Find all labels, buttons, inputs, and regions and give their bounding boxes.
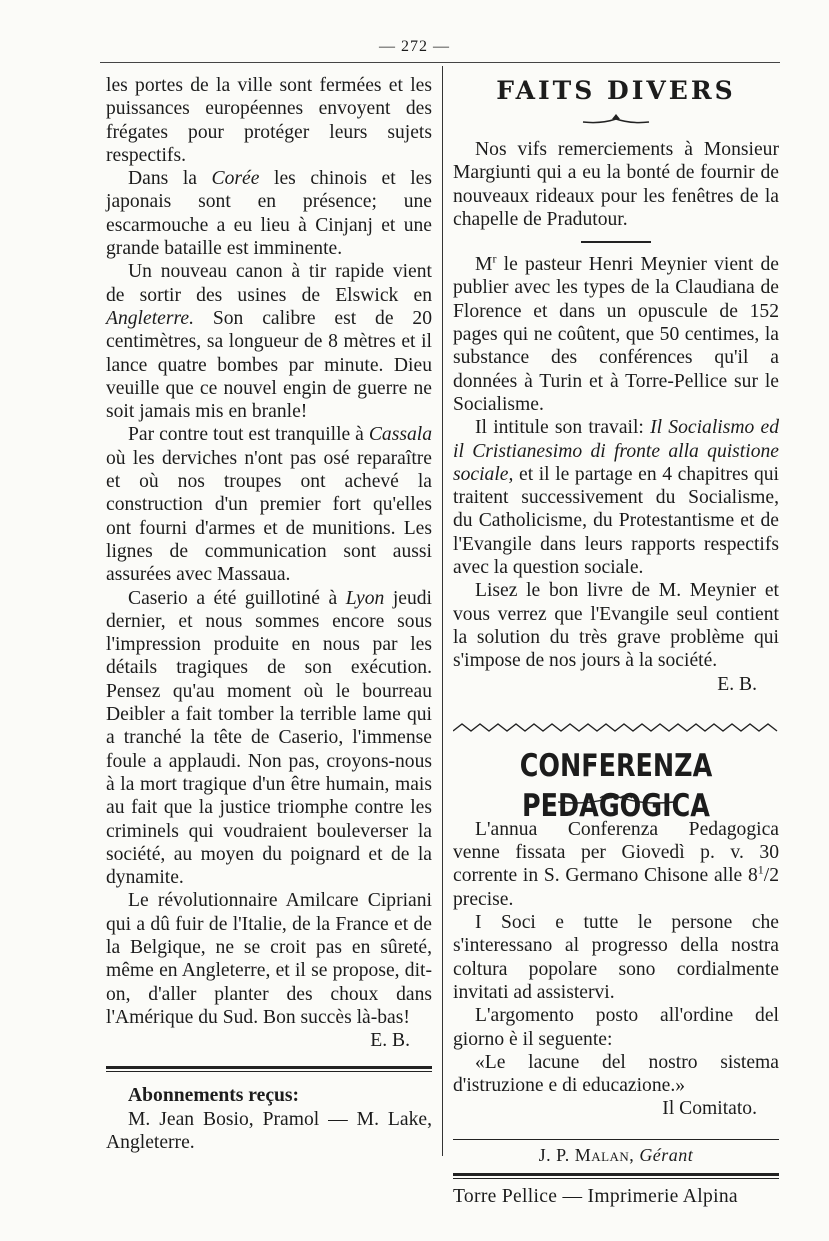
paragraph: Caserio a été guillotiné à Lyon jeudi dernier, et nous sommes encore sous l'impression produite en nous par les détails tragiques de son exécution. Pensez qu'au moment où le bourreau Deibler a fait tomber la terrible lame qui a tranché la tête de Caserio, l'immense foule a applaudi. Non pas, croyons-nous à la mort tragique d'un être humain, mais au fait que la justice triomphe contre les criminels qui voudraient bouleverser la société, au moyen du poignard et de la dynamite. xyxy=(106,587,432,889)
paragraph: Dans la Corée les chinois et les japonais sont en présence; une escarmouche a eu lieu à Cinjanj et une grande bataille est imminente. xyxy=(106,168,432,260)
signature: E. B. xyxy=(370,1030,410,1052)
right-column xyxy=(453,74,779,1208)
left-column xyxy=(106,74,432,1154)
page-number: — 272 — xyxy=(379,38,450,55)
paragraph: I Soci e tutte le persone che s'interessano al progresso della nostra coltura popolare sono cordialmente invitati ad assistervi. xyxy=(453,912,779,1003)
short-divider xyxy=(581,241,651,243)
signature: Il Comitato. xyxy=(662,1098,757,1120)
paragraph: Il intitule son travail: Il Socialismo ed il Cristianesimo di fronte alla quistione sociale, et il le partage en 4 chapitres qui traitent successivement du Socialisme, du Catholicisme, du Protestantisme et de l'Evangile dans leurs rapports respectifs avec la question sociale. xyxy=(453,417,779,579)
subscriptions-heading: Abonnements reçus: xyxy=(128,1085,300,1107)
paragraph: les portes de la ville sont fermées et les puissances européennes envoyent des frégates pour protéger leurs sujets respectifs. xyxy=(106,75,432,166)
paragraph: Nos vifs remerciements à Monsieur Margiunti qui a eu la bonté de fournir de nouveaux rideaux pour les fenêtres de la chapelle de Pradutour. xyxy=(453,139,779,230)
credit-rule xyxy=(453,1139,779,1140)
credit-rule xyxy=(453,1173,779,1179)
signature: E. B. xyxy=(717,673,757,695)
header-rule xyxy=(100,62,780,63)
column-divider xyxy=(442,66,443,1156)
conferenza-title: CONFERENZA PEDAGOGICA xyxy=(519,747,713,824)
paragraph: L'argomento posto all'ordine del giorno è il seguente: xyxy=(453,1005,779,1050)
publisher-credit: J. P. Malan, Gérant xyxy=(538,1144,694,1165)
faits-divers-title: FAITS DIVERS xyxy=(496,76,736,105)
paragraph: Lisez le bon livre de M. Meynier et vous verrez que l'Evangile seul contient la solution du très grave problème qui s'impose de nos jours à la société. xyxy=(453,580,779,672)
paragraph: $M^r$ le pasteur Henri Meynier vient de publier avec les types de la Claudiana de Florence et dans un opuscule de 152 pages qui ne coûtent, que 50 centimes, la substance des conférences qu'il a données à Turin et à Torre-Pellice sur le Socialisme. xyxy=(453,251,779,415)
paragraph: «Le lacune del nostro sistema d'istruzione e di educazione.» xyxy=(453,1051,779,1097)
paragraph: Un nouveau canon à tir rapide vient de sortir des usines de Elswick en Angleterre. Son calibre est de 20 centimètres, sa longueur de 8 mètres et il lance quatre bombes par minute. Dieu veuille que ce nouvel engin de guerre ne soit jamais mis en branle! xyxy=(106,261,432,423)
paragraph: Par contre tout est tranquille à Cassala où les derviches n'ont pas osé reparaître et où nos troupes ont achevé la construction d'un premier fort qu'elles ont fourni d'armes et de munitions. Les lignes de communication sont aussi assurées avec Massaua. xyxy=(106,424,432,586)
ornament-icon xyxy=(453,110,779,130)
paragraph: Le révolutionnaire Amilcare Cipriani qui a dû fuir de l'Italie, de la France et de la Belgique, ne se croit pas en sûreté, même en Angleterre, et il se propose, dit-on, d'aller planter des choux dans l'Amérique du Sud. Bon succès là-bas! xyxy=(106,890,432,1028)
paragraph: L'annua Conferenza Pedagogica venne fissata per Giovedì p. v. 30 corrente in S. Germano Chisone alle $8^1/2$ precise. xyxy=(453,818,779,910)
section-rule xyxy=(106,1066,432,1072)
subscriptions-text: M. Jean Bosio, Pramol — M. Lake, Angleterre. xyxy=(106,1108,432,1154)
wavy-divider xyxy=(453,718,779,732)
printer-line: Torre Pellice — Imprimerie Alpina xyxy=(453,1185,738,1207)
